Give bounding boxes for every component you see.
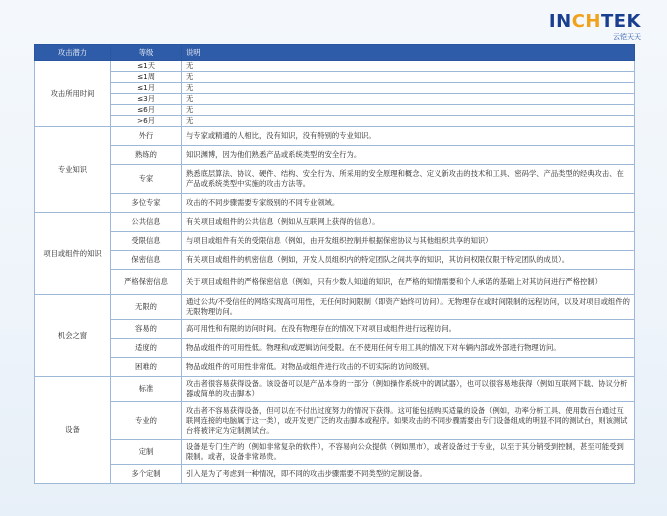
level-cell: 严格保密信息 — [111, 270, 182, 295]
header-description: 说明 — [182, 45, 635, 61]
attack-potential-table — [34, 44, 635, 484]
table-row — [35, 320, 635, 339]
category-expertise: 专业知识 — [35, 127, 111, 213]
description-cell: 攻击的不同步骤需要专家级别的不同专业领域。 — [182, 194, 635, 213]
level-cell: ≤6月 — [111, 105, 182, 116]
description-cell: 与项目或组件有关的受限信息（例如，由开发组织控制并根据保密协议与其他组织共享的知识） — [182, 232, 635, 251]
table-row — [35, 358, 635, 377]
logo-subtitle: 云铠天天 — [613, 33, 641, 41]
table-row — [35, 127, 635, 146]
header-level: 等级 — [111, 45, 182, 61]
level-cell: 适度的 — [111, 339, 182, 358]
level-cell: 多个定制 — [111, 465, 182, 484]
table-row — [35, 377, 635, 402]
level-cell: 容易的 — [111, 320, 182, 339]
table-row — [35, 213, 635, 232]
table-header-row — [35, 45, 635, 61]
level-cell: 定制 — [111, 440, 182, 465]
level-cell: 专家 — [111, 165, 182, 194]
description-cell: 关于项目或组件的严格保密信息（例如，只有少数人知道的知识，在严格的知情需要和个人承诺的基础上对其访问进行严格控制） — [182, 270, 635, 295]
level-cell: ≤1天 — [111, 61, 182, 72]
table-row — [35, 194, 635, 213]
description-cell: 无 — [182, 105, 635, 116]
category-knowledge-of-item: 项目或组件的知识 — [35, 213, 111, 295]
description-cell: 引入是为了考虑到一种情况，即不同的攻击步骤需要不同类型的定制设备。 — [182, 465, 635, 484]
table-row — [35, 465, 635, 484]
level-cell: 受限信息 — [111, 232, 182, 251]
table-row — [35, 165, 635, 194]
table-row — [35, 339, 635, 358]
table-row — [35, 94, 635, 105]
description-cell: 无 — [182, 83, 635, 94]
logo-wordmark: INCHTEK — [548, 11, 641, 32]
description-cell: 无 — [182, 72, 635, 83]
level-cell: 专业的 — [111, 402, 182, 440]
table-row — [35, 251, 635, 270]
level-cell: 标准 — [111, 377, 182, 402]
header-attack-potential: 攻击潜力 — [35, 45, 111, 61]
table-row — [35, 232, 635, 251]
table-row — [35, 440, 635, 465]
level-cell: ≤1月 — [111, 83, 182, 94]
table-row — [35, 295, 635, 320]
level-cell: 外行 — [111, 127, 182, 146]
level-cell: ≤1周 — [111, 72, 182, 83]
description-cell: 物品或组件的可用性低。物理和/或逻辑访问受限。在不使用任何专用工具的情况下对车辆内部或外部进行物理访问。 — [182, 339, 635, 358]
level-cell: >6月 — [111, 116, 182, 127]
table-row — [35, 402, 635, 440]
description-cell: 熟悉底层算法、协议、硬件、结构、安全行为、所采用的安全原理和概念、定义新攻击的技术和工具、密码学、产品类型的经典攻击、在产品或系统类型中实施的攻击方法等。 — [182, 165, 635, 194]
description-cell: 无 — [182, 94, 635, 105]
description-cell: 与专家或精通的人相比，没有知识，没有特别的专业知识。 — [182, 127, 635, 146]
brand-logo — [549, 13, 641, 42]
description-cell: 物品或组件的可用性非常低。对物品或组件进行攻击的不切实际的访问级别。 — [182, 358, 635, 377]
table-row — [35, 105, 635, 116]
description-cell: 攻击者不容易获得设备，但可以在不付出过度努力的情况下获得。这可能包括购买适量的设备（例如，功率分析工具、使用数百台通过互联网连接的电脑属于这一类），或开发更广泛的攻击脚本或程序。如果攻击的不同步骤需要由专门设备组成的明显不同的测试台，则该测试台将被评定为定制测试台。 — [182, 402, 635, 440]
description-cell: 通过公共/不受信任的网络实现高可用性，无任何时间限制（即资产始终可访问）。无物理存在或时间限制的远程访问，以及对项目或组件的无限物理访问。 — [182, 295, 635, 320]
level-cell: ≤3月 — [111, 94, 182, 105]
level-cell: 无限的 — [111, 295, 182, 320]
table-row — [35, 83, 635, 94]
level-cell: 困难的 — [111, 358, 182, 377]
table-row — [35, 72, 635, 83]
category-window-of-opportunity: 机会之窗 — [35, 295, 111, 377]
description-cell: 知识渊博，因为他们熟悉产品或系统类型的安全行为。 — [182, 146, 635, 165]
description-cell: 高可用性和有限的访问时间。在没有物理存在的情况下对项目或组件进行远程访问。 — [182, 320, 635, 339]
description-cell: 攻击者很容易获得设备。该设备可以是产品本身的一部分（例如操作系统中的调试器），也可以很容易地获得（例如互联网下载、协议分析器或简单的攻击脚本） — [182, 377, 635, 402]
level-cell: 保密信息 — [111, 251, 182, 270]
level-cell: 公共信息 — [111, 213, 182, 232]
description-cell: 有关项目或组件的公共信息（例如从互联网上获得的信息）。 — [182, 213, 635, 232]
level-cell: 熟练的 — [111, 146, 182, 165]
table-row — [35, 146, 635, 165]
description-cell: 无 — [182, 116, 635, 127]
table-row — [35, 61, 635, 72]
description-cell: 有关项目或组件的机密信息（例如，开发人员组织内的特定团队之间共享的知识，其访问权限仅限于特定团队的成员）。 — [182, 251, 635, 270]
description-cell: 无 — [182, 61, 635, 72]
category-elapsed-time: 攻击所用时间 — [35, 61, 111, 127]
level-cell: 多位专家 — [111, 194, 182, 213]
category-equipment: 设备 — [35, 377, 111, 484]
table-row — [35, 270, 635, 295]
table-row — [35, 116, 635, 127]
description-cell: 设备是专门生产的（例如非常复杂的软件），不容易向公众提供（例如黑市），或者设备过于专业，以至于其分销受到控制，甚至可能受到限制。或者，设备非常昂贵。 — [182, 440, 635, 465]
